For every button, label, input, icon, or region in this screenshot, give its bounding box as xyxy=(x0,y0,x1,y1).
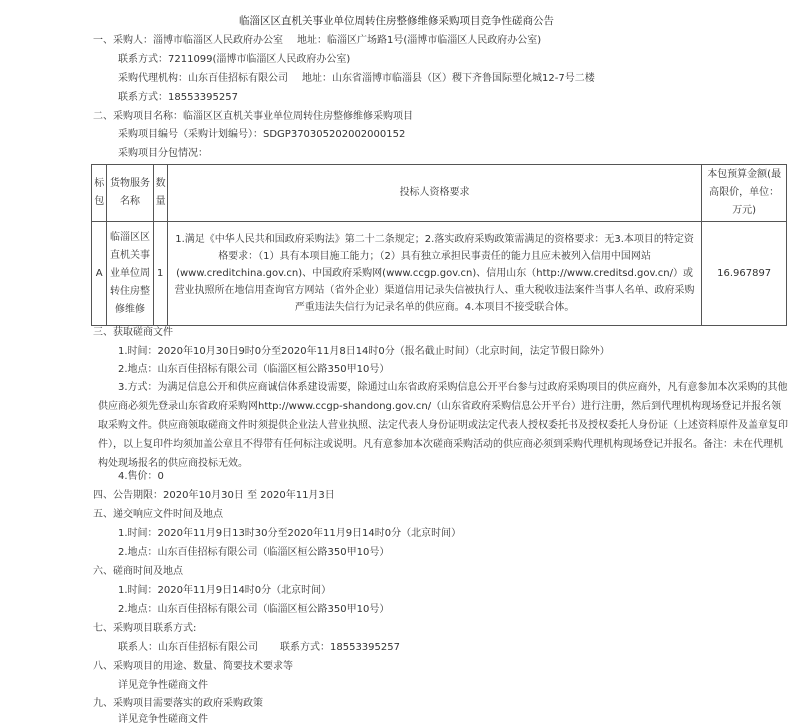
submission-place: 2.地点：山东百佳招标有限公司（临淄区桓公路350甲10号） xyxy=(118,547,390,558)
agency-address: 地址：山东省淄博市临淄县（区）稷下齐鲁国际塑化城12-7号二楼 xyxy=(302,73,595,84)
agency-line xyxy=(118,72,595,86)
section-9-detail: 详见竞争性磋商文件 xyxy=(118,714,208,725)
packages-label: 采购项目分包情况： xyxy=(118,148,208,159)
header-requirements: 投标人资格要求 xyxy=(167,165,701,222)
consultation-place: 2.地点：山东百佳招标有限公司（临淄区桓公路350甲10号） xyxy=(118,604,390,615)
section-8-detail: 详见竞争性磋商文件 xyxy=(118,680,208,691)
project-name: 二、采购项目名称：临淄区区直机关事业单位周转住房整修维修采购项目 xyxy=(93,111,413,122)
header-goods-name: 货物服务名称 xyxy=(107,165,153,222)
section-5-heading: 五、递交响应文件时间及地点 xyxy=(93,509,223,520)
cell-package: A xyxy=(92,222,107,326)
agency: 采购代理机构：山东百佳招标有限公司 xyxy=(118,73,288,84)
announcement-period: 四、公告期限：2020年10月30日 至 2020年11月3日 xyxy=(93,490,335,501)
purchaser-contact: 联系方式：7211099(淄博市临淄区人民政府办公室) xyxy=(118,54,351,65)
cell-budget: 16.967897 xyxy=(702,222,787,326)
contact-phone: 联系方式：18553395257 xyxy=(280,642,400,653)
package-table xyxy=(91,164,787,326)
section-6-heading: 六、磋商时间及地点 xyxy=(93,566,183,577)
contact-line xyxy=(118,641,400,655)
header-budget: 本包预算金额(最高限价，单位：万元) xyxy=(702,165,787,222)
table-row xyxy=(92,222,787,326)
obtain-method xyxy=(98,378,788,473)
page-title: 临淄区区直机关事业单位周转住房整修维修采购项目竞争性磋商公告 xyxy=(239,15,554,27)
obtain-place: 2.地点：山东百佳招标有限公司（临淄区桓公路350甲10号） xyxy=(118,364,390,375)
header-package: 标包 xyxy=(92,165,107,222)
cell-goods-name: 临淄区区直机关事业单位周转住房整修维修 xyxy=(107,222,153,326)
contact-person: 联系人：山东百佳招标有限公司 xyxy=(118,642,258,653)
submission-time: 1.时间：2020年11月9日13时30分至2020年11月9日14时0分（北京时间） xyxy=(118,528,462,539)
header-quantity: 数量 xyxy=(153,165,167,222)
cell-quantity: 1 xyxy=(153,222,167,326)
project-number: 采购项目编号（采购计划编号）：SDGP370305202002000152 xyxy=(118,129,406,140)
table-header-row xyxy=(92,165,787,222)
section-9-heading: 九、采购项目需要落实的政府采购政策 xyxy=(93,698,263,709)
section-7-heading: 七、采购项目联系方式: xyxy=(93,623,197,634)
section-1-line xyxy=(93,34,541,48)
agency-contact: 联系方式：18553395257 xyxy=(118,92,238,103)
price: 4.售价：0 xyxy=(118,471,164,482)
purchaser: 一、采购人：淄博市临淄区人民政府办公室 xyxy=(93,35,283,46)
section-8-heading: 八、采购项目的用途、数量、简要技术要求等 xyxy=(93,661,293,672)
purchaser-address: 地址：临淄区广场路1号(淄博市临淄区人民政府办公室) xyxy=(297,35,542,46)
cell-requirements: 1.满足《中华人民共和国政府采购法》第二十二条规定；2.落实政府采购政策需满足的资格要求：无3.本项目的特定资格要求：（1）具有本项目施工能力；（2）具有独立承担民事责任的能力且应未被列入信用中国网站(www.creditchina.gov.cn)、中国政府采购网(www.ccgp.gov.cn)、信用山东（http://www.creditsd.gov.cn/）或营业执照所在地信用查询官方网站（省外企业）渠道信用记录失信被执行人、重大税收违法案件当事人名单、政府采购严重违法失信行为记录名单的供应商。4.本项目不接受联合体。 xyxy=(167,222,701,326)
obtain-method-text: 3.方式：为满足信息公开和供应商诚信体系建设需要，除通过山东省政府采购信息公开平台参与过政府采购项目的供应商外，凡有意参加本次采购的其他供应商必须先登录山东省政府采购网http://www.ccgp-shandong.gov.cn/（山东省政府采购信息公开平台）进行注册，然后到代理机构现场登记并报名领取采购文件。供应商领取磋商文件时须提供企业法人营业执照、法定代表人身份证明或法定代表人授权委托书及授权委托人身份证（上述资料原件及盖章复印件），以上复印件均须加盖公章且不得带有任何标注或说明。凡有意参加本次磋商采购活动的供应商必须到采购代理机构现场登记并报名。备注：未在代理机构处现场报名的供应商投标无效。 xyxy=(98,382,788,469)
section-3-heading: 三、获取磋商文件 xyxy=(93,327,173,338)
obtain-time: 1.时间：2020年10月30日9时0分至2020年11月8日14时0分（报名截止时间）（北京时间，法定节假日除外） xyxy=(118,346,610,357)
consultation-time: 1.时间：2020年11月9日14时0分（北京时间） xyxy=(118,585,332,596)
